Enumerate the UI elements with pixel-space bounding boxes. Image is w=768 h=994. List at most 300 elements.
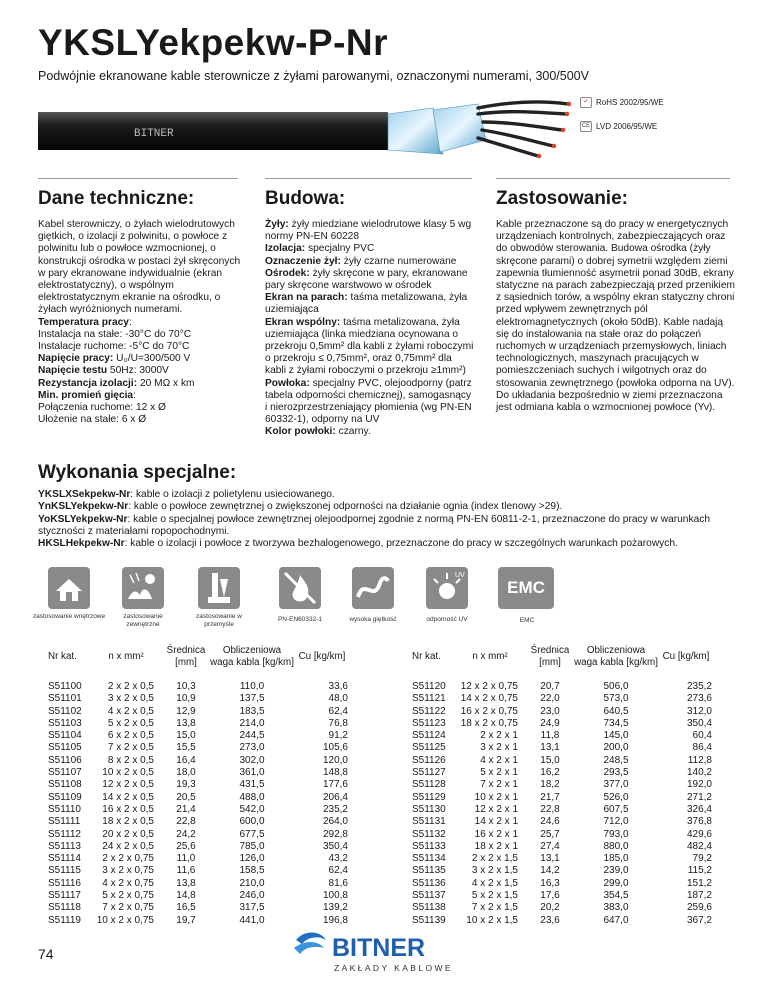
cert-lvd-label: LVD 2006/95/WE [596,122,658,131]
product-table-left [48,633,350,927]
table-row [412,841,714,853]
flex-icon [352,567,394,609]
col-header-cu: Cu [kg/km] [298,651,346,662]
cell-weight: 793,0 [603,828,629,840]
emc-icon: EMC [498,567,554,609]
cell-dia: 25,7 [540,828,560,840]
cell-nr: S51115 [48,865,81,877]
cell-weight: 647,0 [603,914,629,926]
col-header-nx: n x mm² [108,651,144,662]
cell-cu: 139,2 [322,902,348,914]
cell-cu: 43,2 [328,853,348,865]
cell-nr: S51100 [48,681,82,692]
cell-nr: S51130 [412,803,446,815]
table-row [412,730,714,742]
cell-weight: 526,0 [603,791,629,803]
emc-label: EMC [519,617,535,624]
cell-dia: 24,6 [540,816,560,828]
divider [38,178,238,179]
table-row [412,779,714,791]
tech-intro: Kabel sterowniczy, o żyłach wielodrutowych giętkich, o izolacji z polwinitu, o powłoce z polwinitu lub o powłoce wzmocnionej, o konstrukcji ośrodka w postaci żył skręconych w pary ekranowane indywidualnie (ekran elektrostatyczny), o wspólnym elektrostatycznym ekranie na ośrodku, o żyłach wyróżnionych numerami. [38,219,241,316]
cell-nr: S51128 [412,779,446,791]
cell-weight: 183,5 [239,705,265,717]
cell-dia: 18,2 [540,779,560,791]
page-number: 74 [38,946,54,962]
cell-dia: 20,5 [176,791,196,803]
cell-weight: 248,5 [603,754,629,766]
cell-nx: 3 x 2 x 0,75 [102,865,154,877]
build-heading: Budowa: [265,188,346,209]
cell-cu: 206,4 [322,791,348,803]
table-row [412,718,714,730]
cell-dia: 21,4 [176,803,196,815]
page-subtitle: Podwójnie ekranowane kable sterownicze z żyłami parowanymi, oznaczonymi numerami, 300/500V [38,69,589,83]
table-row [412,902,714,914]
brand-sub: ZAKŁADY KABLOWE [334,963,453,973]
cable-illustration [38,100,578,162]
cell-nr: S51123 [412,717,446,729]
table-row [412,681,714,693]
cell-nx: 14 x 2 x 0,75 [460,693,518,705]
cell-dia: 20,7 [540,681,560,692]
cell-weight: 273,0 [239,742,265,754]
table-row [48,865,350,877]
cell-nx: 5 x 2 x 1 [480,767,518,779]
cell-nx: 24 x 2 x 0,5 [102,840,154,852]
cell-nx: 7 x 2 x 0,75 [102,902,154,914]
cell-weight: 126,0 [239,853,265,865]
cell-nr: S51109 [48,791,82,803]
table-row [412,890,714,902]
cell-dia: 23,0 [540,705,560,717]
cell-nr: S51108 [48,779,82,791]
cell-dia: 13,8 [176,877,196,889]
cell-nr: S51102 [48,705,82,717]
divider [496,178,730,179]
col-header-nr: Nr kat. [48,651,77,662]
cell-weight: 185,0 [603,853,629,865]
cell-cu: 429,6 [686,828,712,840]
special-item: YoKSLYekpekw-Nr: kable o specjalnej powłoce zewnętrznej olejoodpornej zgodnie z normą PN-EN 60811-2-1, przeznaczone do pracy w warunkach styczności z materiałami ropopochodnymi. [38,513,710,537]
cell-dia: 14,8 [176,890,196,902]
cell-dia: 14,2 [540,865,560,877]
voltage-value: U₀/U=300/500 V [116,353,191,365]
cell-nx: 12 x 2 x 0,75 [460,681,518,692]
cell-nx: 7 x 2 x 1 [480,779,518,791]
cell-cu: 196,8 [322,914,348,926]
cell-nr: S51137 [412,890,446,902]
cert-lvd [580,121,657,132]
cell-cu: 151,2 [686,877,712,889]
special-item: YnKSLYekpekw-Nr: kable o powłoce zewnętrznej o zwiększonej odporności na działanie ognia (index tlenowy >29). [38,501,563,513]
cell-cu: 81,6 [328,877,348,889]
bend-moving: Połączenia ruchome: 12 x Ø [38,402,166,414]
bend-fixed: Ułożenie na stałe: 6 x Ø [38,414,147,426]
cell-nx: 10 x 2 x 0,75 [96,914,154,926]
table-row [48,841,350,853]
color-label: Kolor powłoki: [265,426,336,438]
cell-dia: 19,7 [176,914,196,926]
cell-nx: 14 x 2 x 0,5 [102,791,154,803]
cell-nx: 18 x 2 x 1 [474,840,518,852]
table-row [48,718,350,730]
table-row [48,890,350,902]
cell-cu: 115,2 [687,865,712,877]
cell-nx: 6 x 2 x 0,5 [107,730,154,742]
industry-label: zastosowanie w przemyśle [196,613,242,628]
cell-dia: 22,8 [176,816,196,828]
cell-cu: 62,4 [328,865,348,877]
pair-screen-label: Ekran na parach: [265,292,348,304]
cell-nr: S51131 [412,816,446,828]
cell-dia: 22,0 [540,693,560,705]
use-column [496,219,736,414]
table-row [412,792,714,804]
cell-dia: 17,6 [540,890,560,902]
cell-weight: 506,0 [603,681,629,692]
cores-label: Żyły: [265,219,289,230]
cell-cu: 100,8 [322,890,348,902]
cell-nr: S51134 [412,853,446,865]
table-row [48,804,350,816]
cell-weight: 712,0 [603,816,629,828]
cell-nr: S51132 [412,828,446,840]
table-row [412,829,714,841]
table-row [412,804,714,816]
cell-nr: S51110 [48,803,81,815]
temp-fixed: Instalacja na stałe: -30°C do 70°C [38,328,192,340]
cell-weight: 677,5 [239,828,265,840]
cell-nx: 7 x 2 x 1,5 [471,902,518,914]
table-row [48,902,350,914]
cell-nr: S51111 [48,816,81,828]
cell-cu: 60,4 [692,730,712,742]
table-row [48,693,350,705]
cell-nx: 2 x 2 x 1 [480,730,518,742]
col-header-nx: n x mm² [472,651,508,662]
cable-print: BITNER [134,128,174,140]
cell-nx: 7 x 2 x 0,5 [107,742,154,754]
fire-label: PN-EN60332-1 [277,616,323,623]
indoor-label: zastosowanie wnętrzowe [32,613,106,620]
cell-dia: 16,5 [176,902,196,914]
test-label: Napięcie testu [38,365,108,377]
cell-weight: 354,5 [603,890,629,902]
cell-dia: 27,4 [540,840,560,852]
cell-weight: 137,5 [239,693,265,705]
cell-cu: 187,2 [686,890,712,902]
cell-nr: S51112 [48,828,81,840]
table-row [48,878,350,890]
cell-nr: S51135 [412,865,446,877]
cell-weight: 158,5 [239,865,265,877]
res-value: 20 MΩ x km [139,377,195,389]
cell-nx: 12 x 2 x 1 [474,803,518,815]
cell-nx: 8 x 2 x 0,5 [107,754,154,766]
cell-weight: 317,5 [239,902,265,914]
tech-column: Kabel sterowniczy, o żyłach wielodrutowych giętkich, o izolacji z polwinitu, o powłoce z polwinitu lub o powłoce wzmocnionej, o konstrukcji ośrodka w postaci żył skręconych w pary ekranowane indywidualnie (ekran elektrostatyczny), o wspólnym elektrostatycznym ekranie na ośrodku, o żyłach wyróżnionych numerami. Temperatura pracy: Instalacja na stałe: -30°C do 70°C Instalacje ruchome: -5°C do 70°C Napięcie pracy: U₀/U=300/500 V Napięcie testu 50Hz: 3000V Rezystancja izolacji: 20 MΩ x km Min. promień gięcia: Połączenia ruchome: 12 x Ø Ułożenie na stałe: 6 x Ø [38,219,248,426]
rohs-icon: ✓ [580,97,592,108]
cell-cu: 367,2 [686,914,712,926]
col-header-nr: Nr kat. [412,651,441,662]
cell-nr: S51116 [48,877,81,889]
special-item: YKSLXSekpekw-Nr: kable o izolacji z polietylenu usieciowanego. [38,489,335,500]
cell-cu: 264,0 [322,816,348,828]
cell-nx: 5 x 2 x 1,5 [471,890,518,902]
cell-dia: 16,3 [540,877,560,889]
table-row [412,853,714,865]
col-header-weight: Obliczeniowa waga kabla [kg/km] [210,645,294,668]
product-table-right [412,633,714,927]
cell-dia: 13,8 [176,717,196,729]
cell-weight: 200,0 [603,742,629,754]
cell-weight: 600,0 [239,816,265,828]
cell-dia: 16,2 [540,767,560,779]
cell-nr: S51103 [48,717,82,729]
cell-nx: 4 x 2 x 0,5 [107,705,154,717]
outdoor-icon [122,567,164,609]
cell-cu: 112,8 [687,754,712,766]
voltage-label: Napięcie pracy: [38,353,114,365]
cell-dia: 21,7 [540,791,560,803]
cell-dia: 19,3 [176,779,196,791]
cell-weight: 293,5 [603,767,629,779]
table-row [412,865,714,877]
cell-nx: 18 x 2 x 0,75 [460,717,518,729]
cell-nx: 5 x 2 x 0,75 [102,890,154,902]
col-header-cu: Cu [kg/km] [662,651,710,662]
cell-nx: 2 x 2 x 0,5 [107,681,154,692]
table-row [48,767,350,779]
cell-nr: S51121 [412,693,446,705]
mark-value: żyły czarne numerowane [343,255,457,267]
cell-weight: 214,0 [239,717,265,729]
temp-label: Temperatura pracy [38,316,129,328]
build-column [265,219,475,439]
cell-nr: S51126 [412,754,446,766]
cell-cu: 326,4 [686,803,712,815]
cell-weight: 246,0 [239,890,265,902]
cell-nx: 10 x 2 x 1,5 [466,914,518,926]
brand-logo [290,926,480,983]
cell-weight: 244,5 [239,730,265,742]
cell-nx: 2 x 2 x 0,75 [102,853,154,865]
cell-cu: 33,6 [328,681,348,692]
cert-rohs [580,97,664,108]
cell-dia: 10,9 [176,693,196,705]
cell-nr: S51107 [48,767,82,779]
cell-nx: 2 x 2 x 1,5 [471,853,518,865]
table-row [48,755,350,767]
temp-moving: Instalacje ruchome: -5°C do 70°C [38,341,190,353]
cell-dia: 15,5 [176,742,196,754]
cell-nr: S51104 [48,730,82,742]
res-label: Rezystancja izolacji: [38,377,138,389]
cell-nx: 10 x 2 x 0,5 [102,767,154,779]
table-row [412,878,714,890]
cell-nr: S51117 [48,890,81,902]
col-header-dia: Średnica [mm] [166,645,206,668]
cell-dia: 25,6 [176,840,196,852]
cell-nr: S51105 [48,742,82,754]
uv-icon [426,567,468,609]
common-screen-label: Ekran wspólny: [265,316,341,328]
table-row [48,816,350,828]
cell-dia: 16,4 [176,754,196,766]
cell-weight: 299,0 [603,877,629,889]
table-row [412,755,714,767]
cell-cu: 292,8 [322,828,348,840]
center-label: Ośrodek: [265,267,310,279]
cell-weight: 239,0 [603,865,629,877]
cell-nr: S51136 [412,877,446,889]
tech-heading: Dane techniczne: [38,188,195,209]
cell-cu: 62,4 [328,705,348,717]
cell-weight: 640,5 [603,705,629,717]
cell-cu: 148,8 [322,767,348,779]
table-row [48,829,350,841]
sheath-label: Powłoka: [265,377,310,389]
cell-nr: S51106 [48,754,82,766]
cell-nx: 16 x 2 x 1 [474,828,518,840]
cell-cu: 273,6 [686,693,712,705]
cell-weight: 542,0 [239,803,265,815]
cell-nr: S51122 [412,705,446,717]
cell-dia: 24,2 [176,828,196,840]
cell-cu: 350,4 [322,840,348,852]
cell-weight: 734,5 [603,717,629,729]
cell-weight: 302,0 [239,754,265,766]
cell-nx: 3 x 2 x 1 [480,742,518,754]
cell-cu: 79,2 [692,853,712,865]
mark-label: Oznaczenie żył: [265,255,341,267]
table-row [48,792,350,804]
cores-value: żyły miedziane wielodrutowe klasy 5 wg normy PN-EN 60228 [265,219,472,243]
cell-nr: S51119 [48,914,81,926]
special-item: HKSLHekpekw-Nr: kable o izolacji i powłoce z tworzywa bezhalogenowego, przeznaczone do pracy w szczególnych warunkach pożarowych. [38,538,678,550]
cell-nx: 16 x 2 x 0,75 [460,705,518,717]
cell-dia: 11,0 [176,853,196,865]
ce-icon: CE [580,121,592,132]
cell-nx: 18 x 2 x 0,5 [102,816,154,828]
cell-nx: 4 x 2 x 1 [480,754,518,766]
use-heading: Zastosowanie: [496,188,628,209]
cell-nx: 4 x 2 x 0,75 [102,877,154,889]
cell-cu: 120,0 [322,754,348,766]
cell-nx: 10 x 2 x 1 [474,791,518,803]
cell-nr: S51139 [412,914,446,926]
table-row [412,706,714,718]
table-row [412,816,714,828]
ins-value: specjalny PVC [308,243,375,255]
cell-dia: 23,6 [540,914,560,926]
cell-nr: S51124 [412,730,446,742]
special-list [38,489,738,550]
cell-dia: 10,3 [176,681,196,692]
cell-nx: 12 x 2 x 0,5 [102,779,154,791]
cell-dia: 12,9 [176,705,196,717]
col-header-weight: Obliczeniowa waga kabla [kg/km] [574,645,658,668]
cell-dia: 15,0 [176,730,196,742]
cell-weight: 441,0 [239,914,265,926]
use-text: Kable przeznaczone są do pracy w energetycznych urządzeniach kontrolnych, zabezpieczających oraz do obwodów sterowania. Budowa ośrodka (żyły skręcone parami) o dobrej symetrii względem ziemi zapewnia tłumienność asymetrii ponad 30dB, ekrany statyczne na parach zabezpieczają przed przenikiem z sąsiednich torów, a wspólny ekran statyczny chroni przed wpływem zewnętrznych pól elektromagnetycznych (około 50dB). Kable nadają się do instalowania na stałe oraz do połączeń ruchomych w urządzeniach przemysłowych, liniach technologicznych, maszynach pracujących w pomieszczeniach suchych i wilgotnych oraz do stosowania zewnętrznego (powłoka odporna na UV). Do układania bezpośrednio w ziemi przeznaczona jest odmiana kabla o wzmocnionej powłoce (Yv). [496,219,735,414]
cell-dia: 13,1 [540,853,560,865]
cell-nr: S51101 [48,693,82,705]
pair-screen-value: taśma metalizowana, żyła uziemiająca [265,292,468,316]
cell-weight: 145,0 [603,730,629,742]
cell-cu: 235,2 [686,681,712,692]
cell-dia: 11,6 [176,865,196,877]
table-row [412,693,714,705]
cell-nx: 3 x 2 x 1,5 [471,865,518,877]
fire-icon [279,567,321,609]
table-row [48,853,350,865]
cell-nx: 4 x 2 x 1,5 [471,877,518,889]
table-row [48,681,350,693]
cell-weight: 573,0 [603,693,629,705]
indoor-icon [48,567,90,609]
cell-nr: S51113 [48,840,81,852]
cell-weight: 383,0 [603,902,629,914]
cell-nr: S51125 [412,742,446,754]
uv-label: odporność UV [426,616,468,623]
outdoor-label: zastosowanie zewnętrzne [123,613,163,628]
table-row [48,730,350,742]
cell-weight: 110,0 [239,681,265,692]
cell-nx: 16 x 2 x 0,5 [102,803,154,815]
cell-nx: 14 x 2 x 1 [474,816,518,828]
cell-nr: S51129 [412,791,446,803]
col-header-dia: Średnica [mm] [530,645,570,668]
table-row [412,742,714,754]
sheath-value: specjalny PVC, olejoodporny (patrz tabela odporności chemicznej), samogasnący i nierozprzestrzeniający płomienia (wg PN-EN 60332-1), odporny na UV [265,377,472,426]
brand-name: BITNER [332,934,426,962]
industry-icon [198,567,240,609]
table-row [48,706,350,718]
cell-cu: 48,0 [328,693,348,705]
cell-nr: S51127 [412,767,446,779]
table-row [48,742,350,754]
cell-nx: 3 x 2 x 0,5 [107,693,154,705]
cell-cu: 177,6 [322,779,348,791]
cell-nr: S51133 [412,840,446,852]
test-value: 50Hz: 3000V [109,365,169,377]
cell-weight: 431,5 [239,779,265,791]
cell-weight: 361,0 [239,767,265,779]
cert-rohs-label: RoHS 2002/95/WE [596,98,664,107]
table-row [48,779,350,791]
cell-weight: 377,0 [603,779,629,791]
cell-cu: 76,8 [328,717,348,729]
center-value: żyły skręcone w pary, ekranowane pary skręcone warstwowo w ośrodek [265,267,468,292]
ins-label: Izolacja: [265,243,306,255]
common-screen-value: taśma metalizowana, żyła uziemiająca (linka miedziana ocynowana o przekroju 0,5mm² dla kabli z żyłami roboczymi o przekroju ≤ 0,75mm², oraz 0,75mm² dla kabli z żyłami roboczymi o przekroju ≥1mm²) [265,316,474,377]
cell-cu: 105,6 [322,742,348,754]
cell-cu: 271,2 [686,791,712,803]
bend-label: Min. promień gięcia [38,389,134,401]
cell-nx: 20 x 2 x 0,5 [102,828,154,840]
cell-cu: 140,2 [686,767,712,779]
cell-nx: 5 x 2 x 0,5 [107,717,154,729]
cell-weight: 607,5 [603,803,629,815]
cell-weight: 210,0 [239,877,265,889]
cell-dia: 18,0 [176,767,196,779]
cell-dia: 13,1 [540,742,560,754]
cell-dia: 24,9 [540,717,560,729]
cell-nr: S51118 [48,902,81,914]
cell-dia: 11,8 [540,730,560,742]
cell-cu: 482,4 [686,840,712,852]
